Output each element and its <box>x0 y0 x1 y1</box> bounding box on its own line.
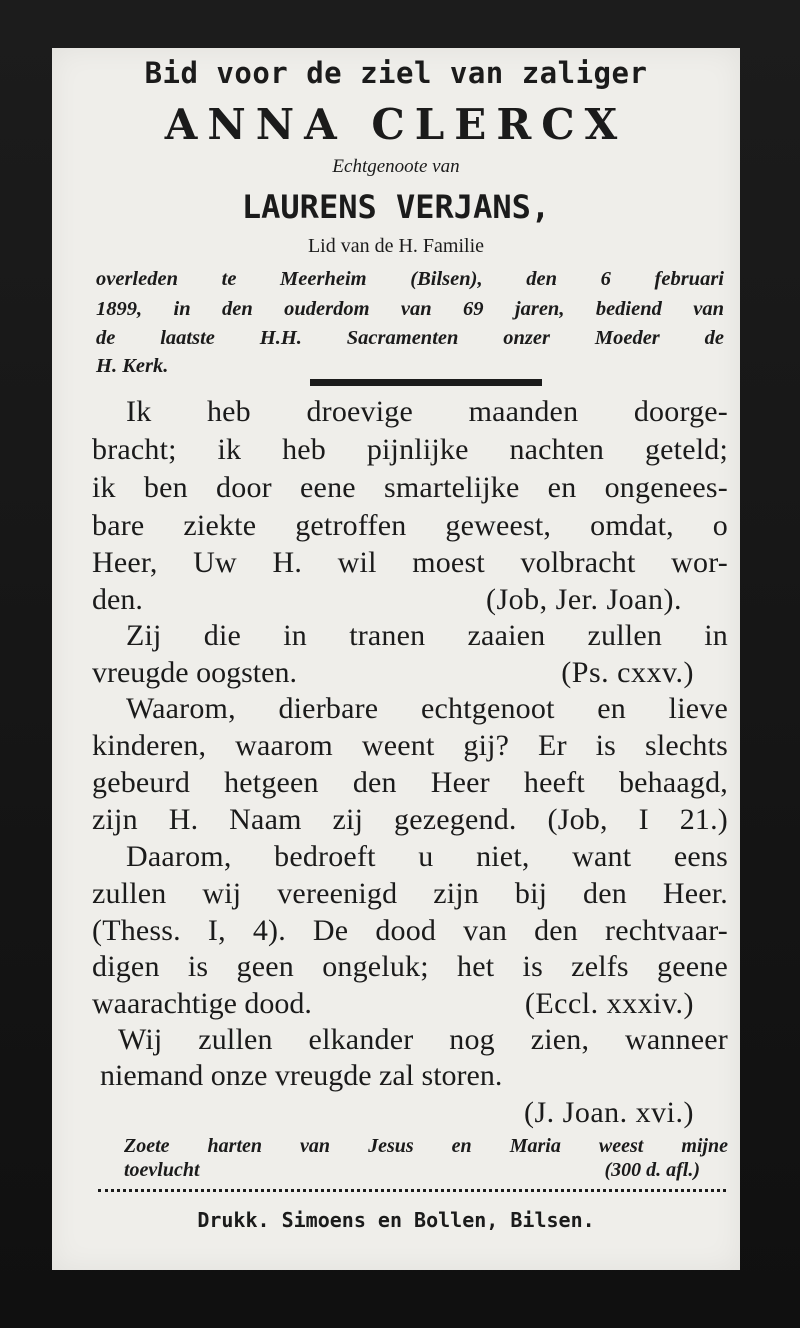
verse-line: ik ben door eene smartelijke en ongenees- <box>92 471 728 504</box>
verse-line: bare ziekte getroffen geweest, omdat, o <box>92 509 728 542</box>
scripture-reference: (Ps. cxxv.) <box>561 656 694 689</box>
verse-line: Wij zullen elkander nog zien, wanneer <box>118 1023 728 1056</box>
indulgenced-prayer: Zoete harten van Jesus en Maria weest mijne <box>124 1135 728 1157</box>
divider-rule <box>310 379 542 386</box>
verse-line: (Thess. I, 4). De dood van den rechtvaar- <box>92 914 728 947</box>
membership-line: Lid van de H. Familie <box>307 235 485 257</box>
verse-line: vreugde oogsten. <box>92 656 297 689</box>
verse-line: niemand onze vreugde zal storen. <box>100 1059 503 1092</box>
verse-line: Daarom, bedroeft u niet, want eens <box>126 840 728 873</box>
verse-line: zullen wij vereenigd zijn bij den Heer. <box>92 877 728 910</box>
spouse-label: Echtgenoote van <box>332 156 460 177</box>
verse-line: Ik heb droevige maanden doorge- <box>126 395 728 428</box>
memorial-card <box>52 48 740 1270</box>
verse-line: waarachtige dood. <box>92 987 312 1020</box>
prayer-heading: Bid voor de ziel van zaliger <box>144 56 648 90</box>
verse-line: Zij die in tranen zaaien zullen in <box>126 619 728 652</box>
scripture-reference: (J. Joan. xvi.) <box>524 1096 694 1129</box>
obituary-line: 1899, in den ouderdom van 69 jaren, bediend van <box>96 298 724 320</box>
printer-imprint: Drukk. Simoens en Bollen, Bilsen. <box>197 1208 595 1232</box>
verse-line: digen is geen ongeluk; het is zelfs geene <box>92 950 728 983</box>
obituary-line: de laatste H.H. Sacramenten onzer Moeder de <box>96 327 724 349</box>
spouse-name: LAURENS VERJANS, <box>241 188 551 226</box>
verse-line: gebeurd hetgeen den Heer heeft behaagd, <box>92 766 728 799</box>
dotted-divider <box>98 1189 726 1192</box>
indulgence-note: (300 d. afl.) <box>604 1159 700 1181</box>
obituary-line: H. Kerk. <box>96 355 169 377</box>
verse-line: Waarom, dierbare echtgenoot en lieve <box>126 692 728 725</box>
scripture-reference: (Job, Jer. Joan). <box>486 583 682 616</box>
verse-line: kinderen, waarom weent gij? Er is slechts <box>92 729 728 762</box>
verse-line: bracht; ik heb pijnlijke nachten geteld; <box>92 433 728 466</box>
obituary-line: overleden te Meerheim (Bilsen), den 6 februari <box>96 268 724 290</box>
verse-line: den. <box>92 583 143 616</box>
scripture-reference: (Eccl. xxxiv.) <box>524 987 694 1020</box>
verse-line: Heer, Uw H. wil moest volbracht wor- <box>92 546 728 579</box>
verse-line: zijn H. Naam zij gezegend. (Job, I 21.) <box>92 803 728 836</box>
indulgenced-prayer-end: toevlucht <box>124 1159 200 1181</box>
deceased-name: ANNA CLERCX <box>164 100 628 149</box>
